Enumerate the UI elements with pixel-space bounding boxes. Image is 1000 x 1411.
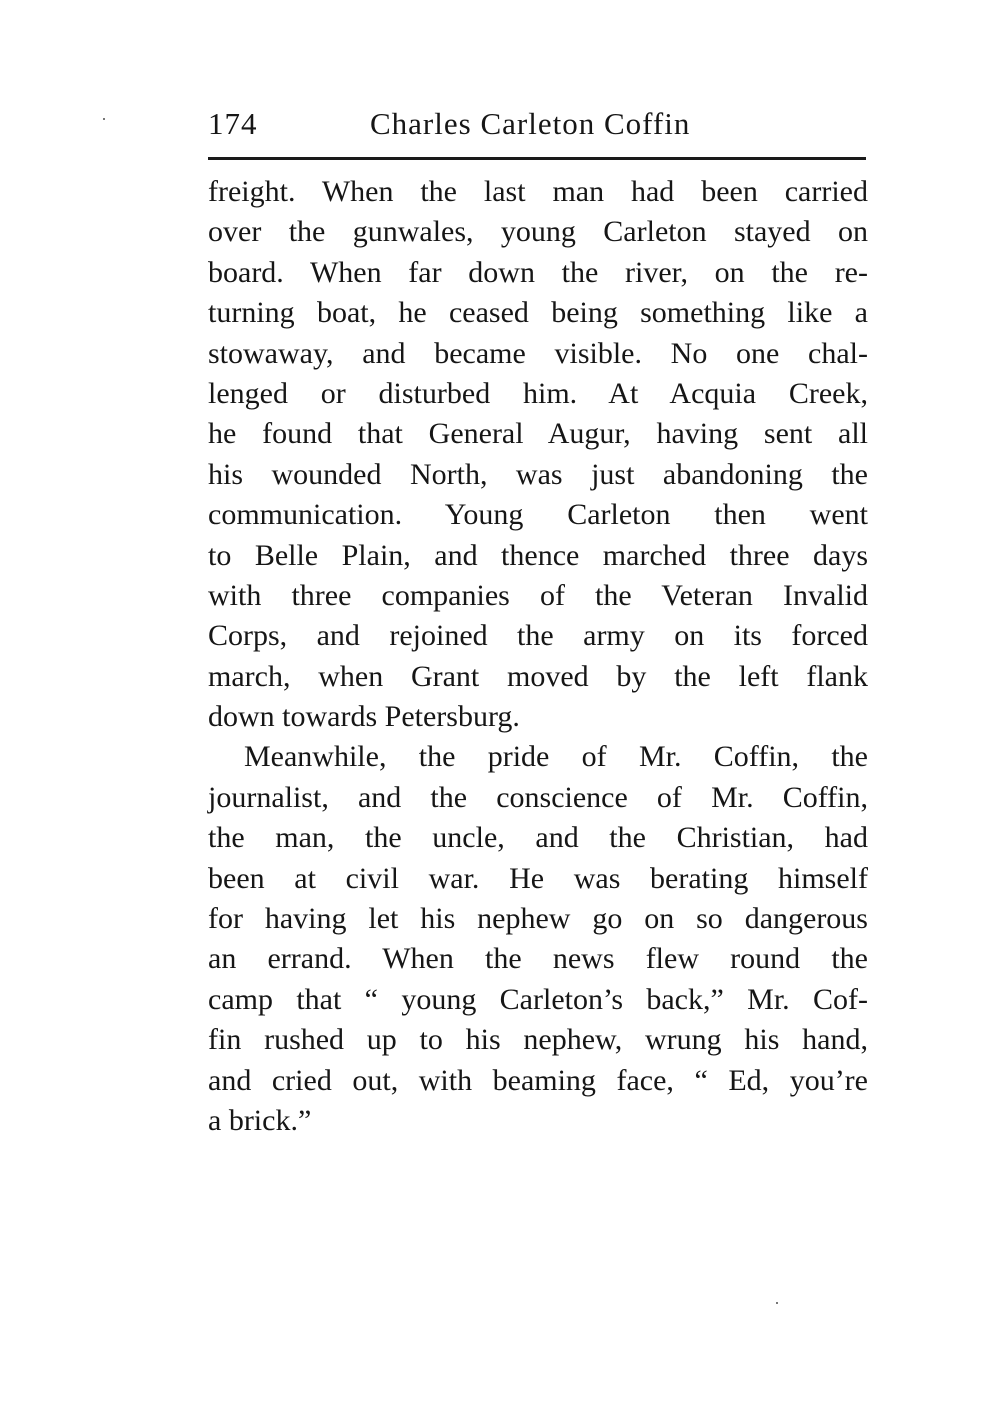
text-line: he found that General Augur, having sent all bbox=[208, 417, 868, 451]
text-line: been at civil war. He was berating himself bbox=[208, 861, 868, 895]
text-line: stowaway, and became visible. No one chal- bbox=[208, 336, 868, 370]
text-line: down towards Petersburg. bbox=[208, 700, 520, 734]
text-line: the man, the uncle, and the Christian, had bbox=[208, 821, 868, 855]
text-line: Meanwhile, the pride of Mr. Coffin, the bbox=[244, 740, 868, 774]
text-line: with three companies of the Veteran Invalid bbox=[208, 578, 868, 612]
text-line: an errand. When the news flew round the bbox=[208, 942, 868, 976]
page-number: 174 bbox=[208, 106, 258, 141]
text-line: Corps, and rejoined the army on its forced bbox=[208, 619, 868, 653]
paragraph bbox=[208, 737, 868, 1141]
text-line: freight. When the last man had been carried bbox=[208, 175, 868, 208]
text-line: his wounded North, was just abandoning the bbox=[208, 457, 868, 491]
paragraph bbox=[208, 172, 868, 737]
text-line: communication. Young Carleton then went bbox=[208, 498, 868, 532]
text-line: camp that “ young Carleton’s back,” Mr. Cof- bbox=[208, 982, 868, 1016]
text-line: and cried out, with beaming face, “ Ed, you’re bbox=[208, 1063, 868, 1097]
scan-speck bbox=[776, 1302, 778, 1304]
text-line: to Belle Plain, and thence marched three days bbox=[208, 538, 868, 572]
header-rule bbox=[208, 157, 866, 160]
body-text bbox=[208, 172, 868, 1141]
text-line: fin rushed up to his nephew, wrung his hand, bbox=[208, 1023, 868, 1057]
text-line: board. When far down the river, on the re- bbox=[208, 255, 868, 289]
text-line: for having let his nephew go on so dangerous bbox=[208, 902, 868, 936]
running-head bbox=[208, 106, 866, 150]
scan-speck bbox=[103, 118, 105, 120]
running-title: Charles Carleton Coffin bbox=[370, 106, 691, 141]
text-line: a brick.” bbox=[208, 1103, 312, 1137]
text-line: turning boat, he ceased being something like a bbox=[208, 296, 868, 330]
text-line: journalist, and the conscience of Mr. Coffin, bbox=[208, 780, 868, 814]
text-line: over the gunwales, young Carleton stayed on bbox=[208, 215, 868, 249]
text-line: march, when Grant moved by the left flank bbox=[208, 659, 868, 693]
text-line: lenged or disturbed him. At Acquia Creek, bbox=[208, 376, 868, 410]
